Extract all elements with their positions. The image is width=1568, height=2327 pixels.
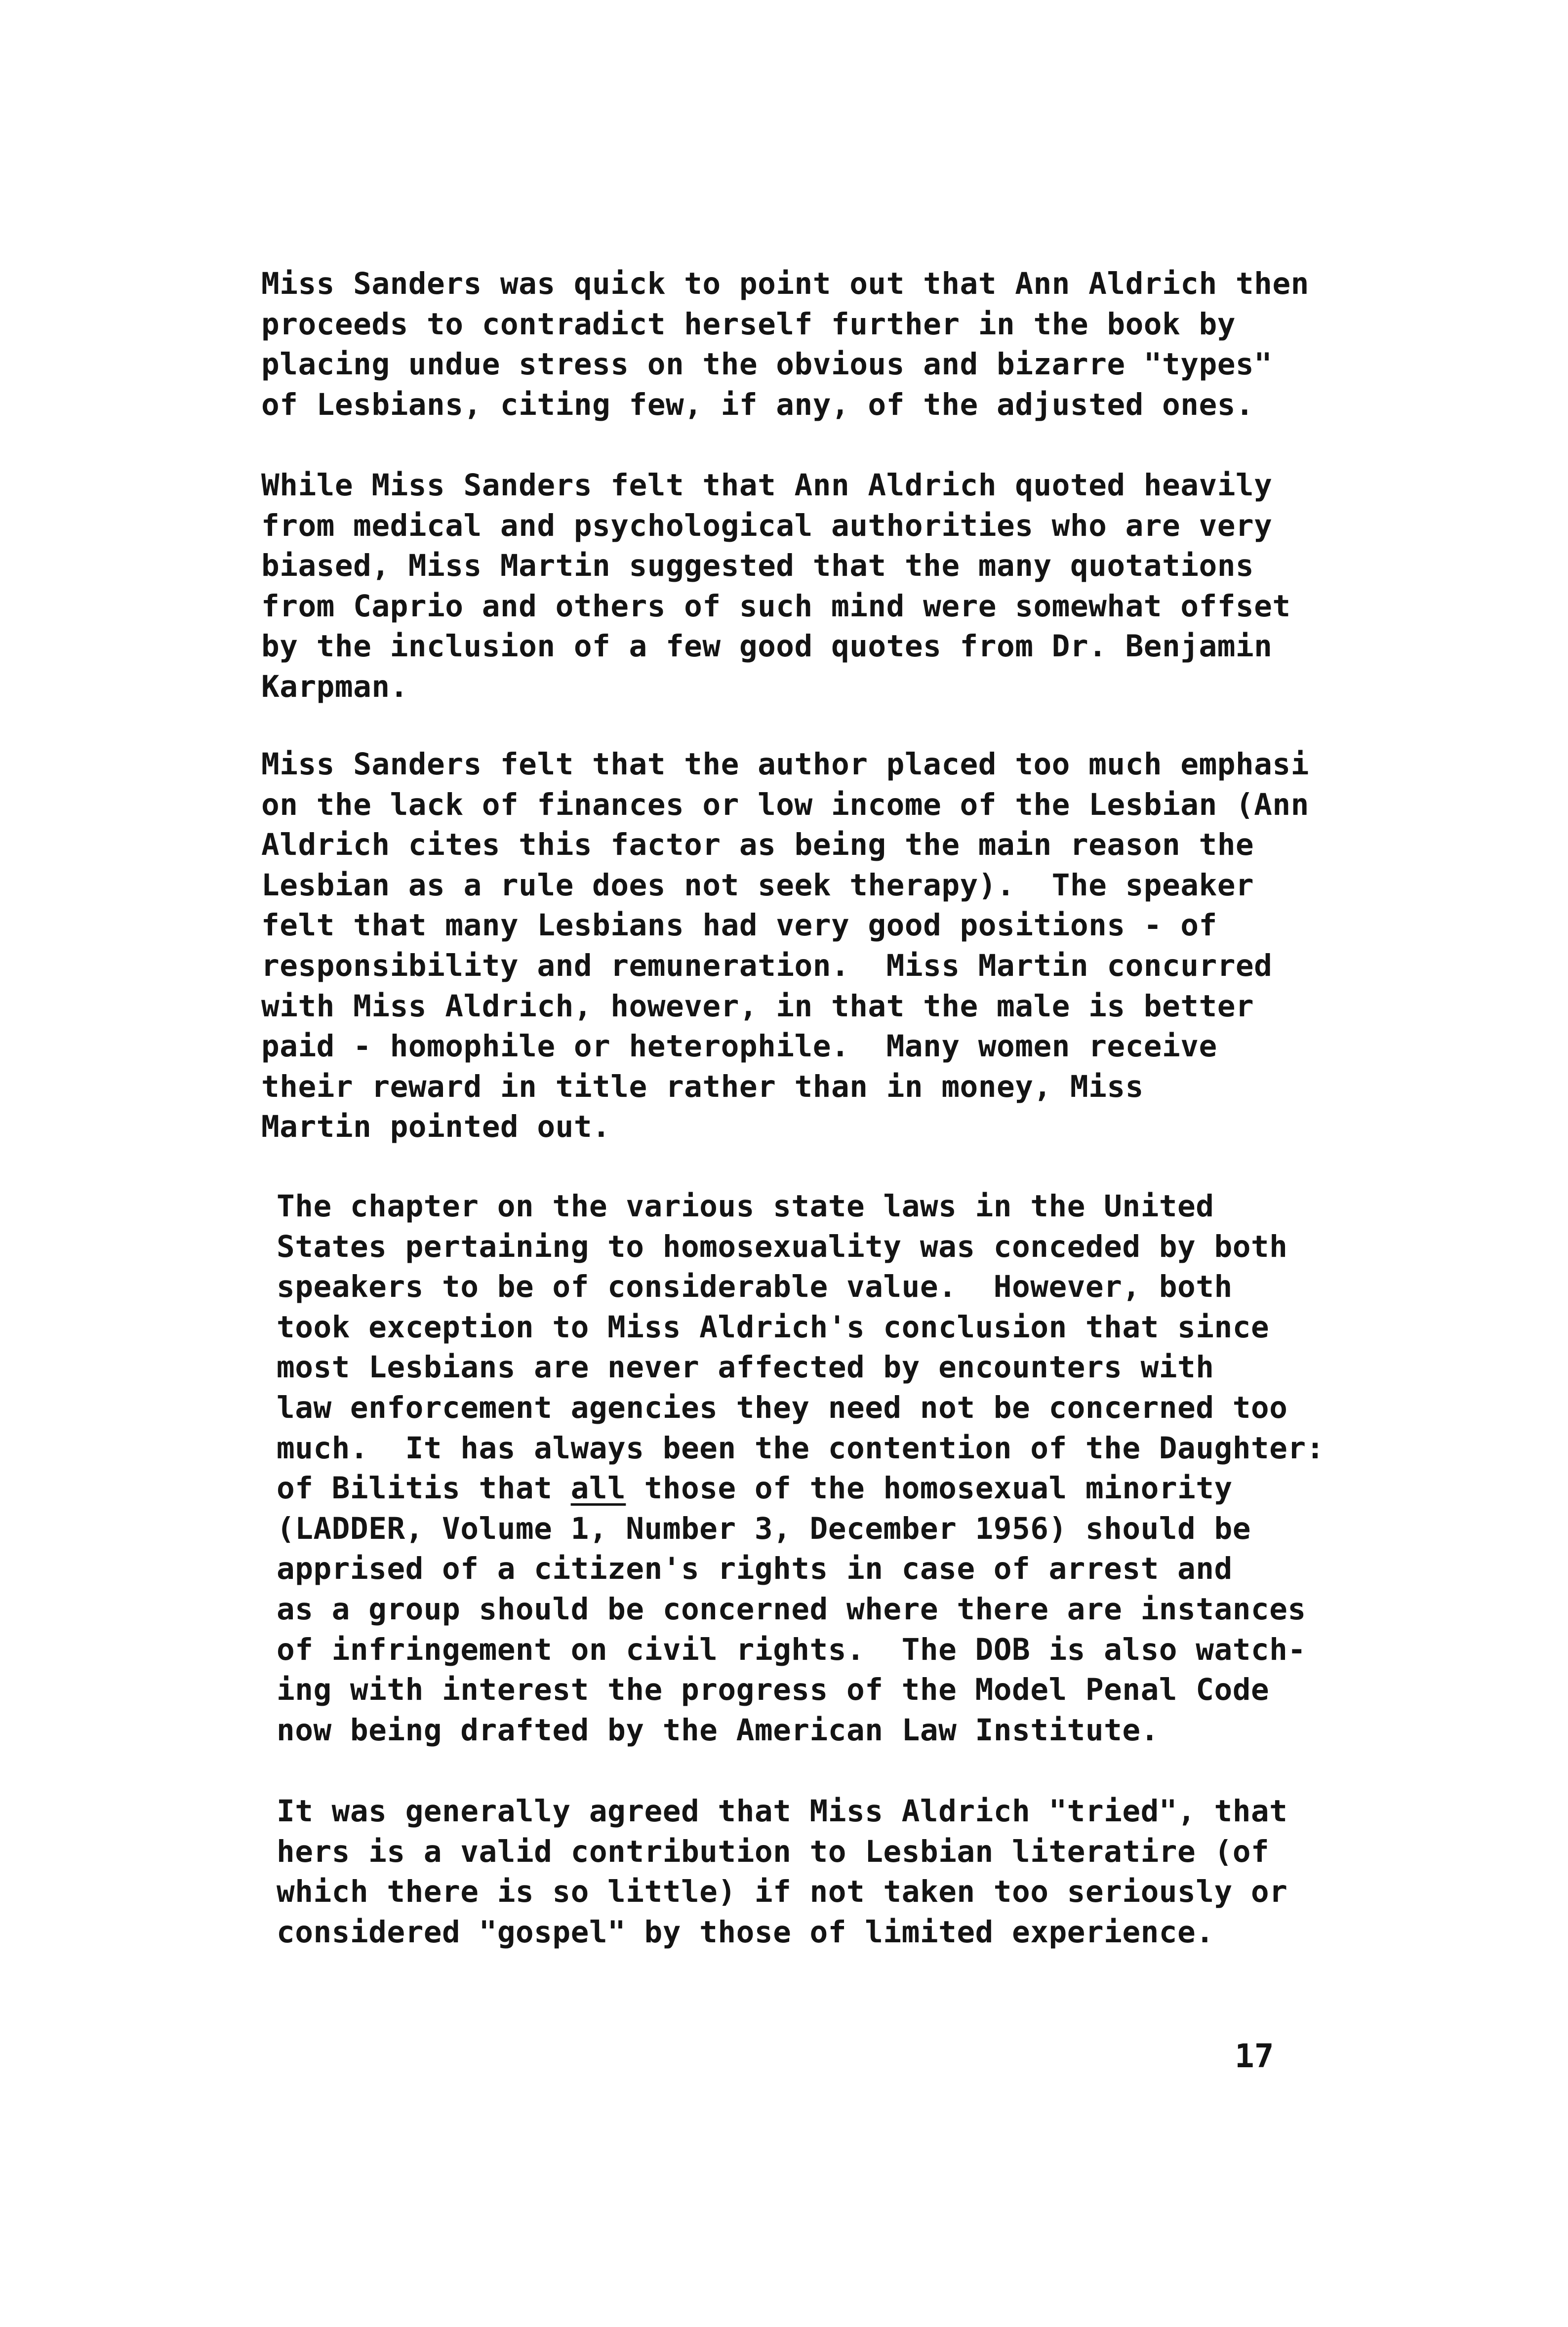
text-line: from medical and psychological authorities who are very bbox=[261, 508, 1273, 543]
text-line: Miss Sanders was quick to point out that Ann Aldrich then bbox=[261, 266, 1309, 301]
paragraph-2 bbox=[261, 465, 1291, 707]
text-line: ing with interest the progress of the Model Penal Code bbox=[277, 1672, 1270, 1708]
text-line: responsibility and remuneration. Miss Martin concurred bbox=[261, 948, 1273, 983]
text-line-with-underline bbox=[277, 1468, 1325, 1509]
text-line: Lesbian as a rule does not seek therapy). The speaker bbox=[261, 867, 1254, 903]
paragraph-3 bbox=[261, 744, 1309, 1147]
paragraph-1 bbox=[261, 264, 1309, 425]
text-line: their reward in title rather than in money, Miss bbox=[261, 1069, 1144, 1104]
text-line: hers is a valid contribution to Lesbian literatire (of bbox=[277, 1834, 1270, 1869]
text-line: proceeds to contradict herself further in the book by bbox=[261, 306, 1236, 342]
text-line: Karpman. bbox=[261, 669, 408, 704]
underlined-word: all bbox=[570, 1471, 626, 1506]
text-line: much. It has always been the contention of the Daughter: bbox=[277, 1430, 1325, 1466]
text-segment: those of the homosexual minority bbox=[626, 1471, 1233, 1506]
text-line: Miss Sanders felt that the author placed too much emphasi bbox=[261, 747, 1309, 782]
text-line: apprised of a citizen's rights in case of arrest and bbox=[277, 1551, 1233, 1587]
text-line: of Lesbians, citing few, if any, of the adjusted ones. bbox=[261, 387, 1254, 422]
page-number: 17 bbox=[1235, 2037, 1274, 2075]
text-line: While Miss Sanders felt that Ann Aldrich quoted heavily bbox=[261, 468, 1273, 503]
text-line: The chapter on the various state laws in the United bbox=[277, 1189, 1214, 1224]
text-line: Aldrich cites this factor as being the main reason the bbox=[261, 827, 1254, 863]
text-line: now being drafted by the American Law Institute. bbox=[277, 1712, 1159, 1748]
text-line: speakers to be of considerable value. However, both bbox=[277, 1269, 1233, 1305]
text-line: by the inclusion of a few good quotes from Dr. Benjamin bbox=[261, 629, 1273, 664]
text-line: felt that many Lesbians had very good positions - of bbox=[261, 908, 1217, 943]
text-line: most Lesbians are never affected by encounters with bbox=[277, 1350, 1214, 1385]
text-line: States pertaining to homosexuality was conceded by both bbox=[277, 1229, 1288, 1264]
text-line: (LADDER, Volume 1, Number 3, December 1956) should be bbox=[277, 1511, 1251, 1546]
text-line: considered "gospel" by those of limited experience. bbox=[277, 1914, 1214, 1950]
text-segment: of Bilitis that bbox=[277, 1471, 571, 1506]
text-line: law enforcement agencies they need not be concerned too bbox=[277, 1390, 1288, 1425]
paragraph-4 bbox=[277, 1186, 1325, 1750]
text-line: which there is so little) if not taken too seriously or bbox=[277, 1874, 1288, 1910]
text-line: took exception to Miss Aldrich's conclusion that since bbox=[277, 1309, 1270, 1345]
text-line: with Miss Aldrich, however, in that the male is better bbox=[261, 988, 1254, 1024]
text-line: biased, Miss Martin suggested that the many quotations bbox=[261, 548, 1254, 584]
text-line: paid - homophile or heterophile. Many women receive bbox=[261, 1029, 1217, 1064]
text-line: Martin pointed out. bbox=[261, 1109, 611, 1145]
text-line: It was generally agreed that Miss Aldrich "tried", that bbox=[277, 1794, 1288, 1829]
text-line: on the lack of finances or low income of the Lesbian (Ann bbox=[261, 787, 1309, 822]
text-line: from Caprio and others of such mind were somewhat offset bbox=[261, 588, 1291, 624]
text-line: placing undue stress on the obvious and bizarre "types" bbox=[261, 347, 1273, 382]
text-line: of infringement on civil rights. The DOB is also watch- bbox=[277, 1632, 1306, 1667]
text-line: as a group should be concerned where there are instances bbox=[277, 1591, 1306, 1627]
paragraph-5 bbox=[277, 1791, 1287, 1952]
